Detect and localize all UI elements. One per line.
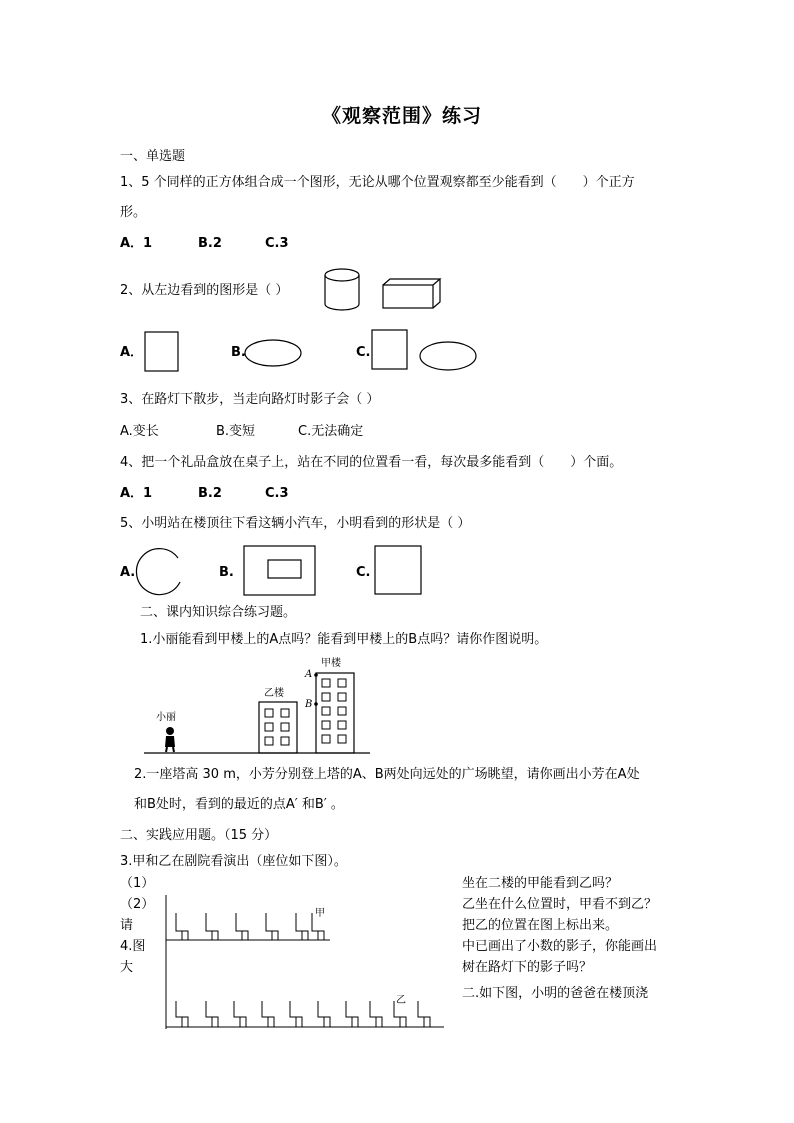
- label-seat-jia: 甲: [315, 908, 325, 919]
- problem-3-right-2: 乙坐在什么位置时，甲看不到乙？: [462, 897, 658, 912]
- problem-3-right-6: 二.如下图，小明的爸爸在楼顶浇: [462, 986, 649, 1001]
- question-3-option-c: C.无法确定: [298, 424, 364, 439]
- section-heading-practical-application: 二、实践应用题。（15 分）: [120, 828, 278, 843]
- question-5-option-b: B.: [219, 565, 234, 580]
- question-1-option-b: B.2: [198, 236, 222, 251]
- problem-3-left-4: 4.图: [120, 939, 146, 954]
- problem-3-right-4: 中已画出了小数的影子，你能画出: [462, 939, 658, 954]
- label-building-jia: 甲楼: [321, 658, 341, 669]
- theater-seats-diagram: [162, 895, 452, 1031]
- girl-figure: [165, 727, 175, 752]
- problem-3-right-5: 树在路灯下的影子吗？: [462, 960, 593, 975]
- question-1-line-1: 1、5 个同样的正方体组合成一个图形，无论从哪个位置观察都至少能看到（ ）个正方: [120, 175, 635, 190]
- problem-3-left-1: （1）: [120, 876, 155, 891]
- problem-3-left-3: 请: [120, 918, 134, 933]
- section-heading-single-choice: 一、单选题: [120, 149, 186, 164]
- option-b-ellipse-shape: [244, 339, 304, 369]
- label-seat-yi: 乙: [396, 995, 406, 1006]
- cuboid-figure: [382, 278, 444, 312]
- section-heading-classroom-practice: 二、课内知识综合练习题。: [140, 605, 297, 620]
- question-1-option-c: C.3: [265, 236, 289, 251]
- question-3-option-b: B.变短: [216, 424, 256, 439]
- question-5-option-a: A.: [120, 565, 136, 580]
- problem-3-left-2: （2）: [120, 897, 155, 912]
- page-title: 《观察范围》练习: [322, 105, 483, 127]
- option-c-square-shape: [374, 545, 424, 597]
- label-building-yi: 乙楼: [264, 688, 284, 699]
- question-3-option-a: A.变长: [120, 424, 159, 439]
- question-3-stem: 3、在路灯下散步，当走向路灯时影子会（ ）: [120, 392, 380, 407]
- question-1-line-2: 形。: [120, 205, 147, 220]
- question-4-option-b: B.2: [198, 486, 222, 501]
- option-b-nested-rectangles-shape: [243, 545, 317, 597]
- question-2-option-a: A．: [120, 345, 144, 360]
- label-xiaoli: 小丽: [156, 712, 176, 723]
- question-4-option-c: C.3: [265, 486, 289, 501]
- label-point-a: A: [305, 669, 313, 680]
- question-2-option-b: B.: [231, 345, 246, 360]
- option-c-ellipse-shape: [419, 341, 479, 373]
- problem-3-left-5: 大: [120, 960, 134, 975]
- question-1-option-a: A．1: [120, 236, 153, 251]
- problem-3-stem: 3.甲和乙在剧院看演出（座位如下图）。: [120, 854, 347, 869]
- question-4-option-a: A．1: [120, 486, 153, 501]
- question-5-stem: 5、小明站在楼顶往下看这辆小汽车，小明看到的形状是（ ）: [120, 516, 471, 531]
- option-c-rectangle-shape: [371, 329, 409, 371]
- problem-1-stem: 1.小丽能看到甲楼上的A点吗？能看到甲楼上的B点吗？请你作图说明。: [140, 632, 548, 647]
- option-a-circle-shape: [134, 546, 186, 598]
- question-2-stem: 2、从左边看到的图形是（ ）: [120, 283, 289, 298]
- problem-2-line-2: 和B处时，看到的最近的点A′ 和B′ 。: [134, 797, 344, 812]
- question-5-option-c: C.: [356, 565, 371, 580]
- option-a-rectangle-shape: [144, 331, 180, 373]
- question-4-stem: 4、把一个礼品盒放在桌子上，站在不同的位置看一看，每次最多能看到（ ）个面。: [120, 455, 623, 470]
- problem-3-right-3: 把乙的位置在图上标出来。: [462, 918, 619, 933]
- cylinder-figure: [324, 268, 364, 314]
- question-2-option-c: C.: [356, 345, 371, 360]
- problem-2-line-1: 2.一座塔高 30 m，小芳分别登上塔的A、B两处向远处的广场眺望，请你画出小芳在A处: [134, 767, 640, 782]
- problem-3-right-1: 坐在二楼的甲能看到乙吗？: [462, 876, 619, 891]
- label-point-b: B: [305, 699, 313, 710]
